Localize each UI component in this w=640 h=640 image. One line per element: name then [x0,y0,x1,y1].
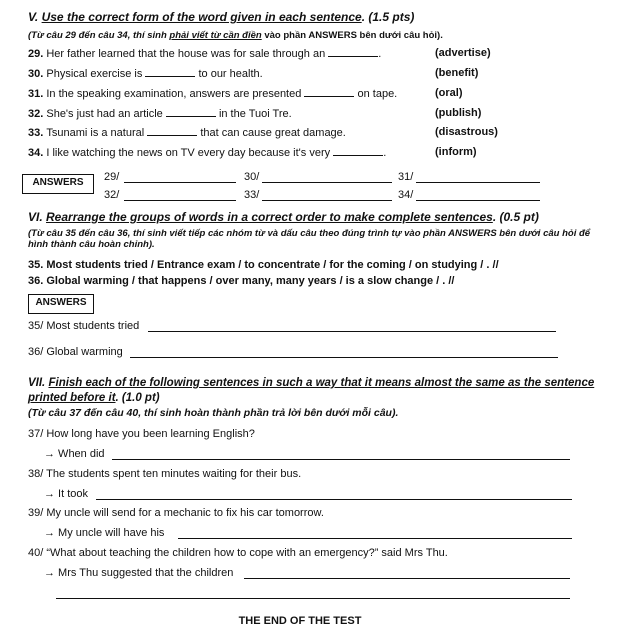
question-number: 32. [28,108,44,120]
note-part: vào phần ANSWERS bên dưới câu hỏi). [261,30,443,41]
question-text: Physical exercise is [46,68,143,80]
question-text: I like watching the news on TV every day because it's very [46,147,331,159]
end-of-test: THE END OF THE TEST [238,615,362,627]
section7-heading-line2 [28,392,160,406]
rearrange-item-35: 35. Most students tried / Entrance exam / to concentrate / for the coming / on studying / . // [28,259,499,271]
question-29 [28,47,381,61]
section5-title: Use the correct form of the word given in each sentence [41,10,362,24]
answer-line-29[interactable] [124,182,236,183]
word-hint: (publish) [435,107,482,119]
answer-line-34[interactable] [416,200,540,201]
answer-prompt-36: 36/ Global warming [28,346,123,358]
question-number: 31. [28,88,44,100]
question-text-after: . [378,48,382,60]
transform-question-37: 37/ How long have you been learning English? [28,428,255,440]
word-hint: (disastrous) [435,126,498,138]
answer-blank[interactable] [145,67,195,77]
question-text-after: in the Tuoi Tre. [218,108,292,120]
question-text: In the speaking examination, answers are presented [46,88,302,100]
section6-points: . (0.5 pt) [492,210,539,224]
question-34 [28,146,386,160]
question-number: 33. [28,127,44,139]
answers-label-box: ANSWERS [22,174,94,194]
question-text-after: . [383,147,387,159]
transform-prompt-38: → It took [44,488,89,500]
question-31 [28,87,397,101]
answer-slot-label: 30/ [244,171,260,183]
answer-slot-label: 29/ [104,171,120,183]
transform-prompt-39: → My uncle will have his [44,527,165,539]
answer-line-33[interactable] [262,200,392,201]
question-number: 29. [28,48,44,60]
question-text: She's just had an article [46,108,163,120]
question-text-after: on tape. [357,88,398,100]
note-emphasis: phải viết từ cần điền [169,30,262,41]
question-text-after: that can cause great damage. [200,127,346,139]
answer-slot-label: 32/ [104,189,120,201]
section5-heading [28,10,414,24]
word-hint: (oral) [435,87,463,99]
question-33 [28,126,346,140]
answer-line-38[interactable] [96,499,572,500]
question-30 [28,67,263,81]
answer-line-35[interactable] [148,331,556,332]
transform-prompt-40: → Mrs Thu suggested that the children [44,567,234,579]
question-text: Tsunami is a natural [46,127,145,139]
answer-blank[interactable] [147,126,197,136]
answer-line-40[interactable] [244,578,570,579]
answer-slot-label: 34/ [398,189,414,201]
answer-line-40b[interactable] [56,598,570,599]
section7-title: Finish each of the following sentences in such a way that it means almost the same as the sentence [48,377,595,389]
transform-prompt-37: → When did [44,448,105,460]
answer-line-31[interactable] [416,182,540,183]
section6-roman: VI. [28,210,43,224]
transform-question-40: 40/ “What about teaching the children how to cope with an emergency?” said Mrs Thu. [28,547,448,559]
rearrange-item-36: 36. Global warming / that happens / over many, many years / is a slow change / . // [28,275,455,287]
section6-heading [28,210,539,224]
question-number: 30. [28,68,44,80]
word-hint: (benefit) [435,67,479,79]
answer-blank[interactable] [328,47,378,57]
transform-question-39: 39/ My uncle will send for a mechanic to fix his car tomorrow. [28,507,324,519]
question-number: 34. [28,147,44,159]
answers-label-box: ANSWERS [28,294,94,314]
section6-note: (Từ câu 35 đến câu 36, thí sinh viết tiếp các nhóm từ và dấu câu theo đúng trình tự vào phần ANSWERS bên dưới câu hỏi để hình thành câu hoàn chỉnh). [28,228,591,251]
section5-roman: V. [28,10,39,24]
section7-heading [28,377,594,391]
section7-title-cont: printed before it [28,392,116,404]
word-hint: (inform) [435,146,477,158]
section7-note: (Từ câu 37 đến câu 40, thí sinh hoàn thành phần trả lời bên dưới mỗi câu). [28,407,399,419]
note-part: (Từ câu 29 đến câu 34, thí sinh [28,30,170,41]
answer-slot-label: 33/ [244,189,260,201]
section7-points: . (1.0 pt) [115,392,160,404]
section6-title: Rearrange the groups of words in a correct order to make complete sentences [46,210,493,224]
answer-slot-label: 31/ [398,171,414,183]
answer-prompt-35: 35/ Most students tried [28,320,140,332]
section7-roman: VII. [28,377,46,389]
section5-note [28,30,443,41]
answer-blank[interactable] [166,107,216,117]
transform-question-38: 38/ The students spent ten minutes waiting for their bus. [28,468,302,480]
answer-line-39[interactable] [178,538,572,539]
answer-line-37[interactable] [112,459,570,460]
answer-line-36[interactable] [130,357,558,358]
question-32 [28,107,292,121]
question-text-after: to our health. [198,68,263,80]
section5-points: . (1.5 pts) [361,10,415,24]
word-hint: (advertise) [435,47,491,59]
answer-blank[interactable] [304,87,354,97]
answer-blank[interactable] [333,146,383,156]
question-text: Her father learned that the house was for sale through an [46,48,326,60]
answer-line-32[interactable] [124,200,236,201]
answer-line-30[interactable] [262,182,392,183]
